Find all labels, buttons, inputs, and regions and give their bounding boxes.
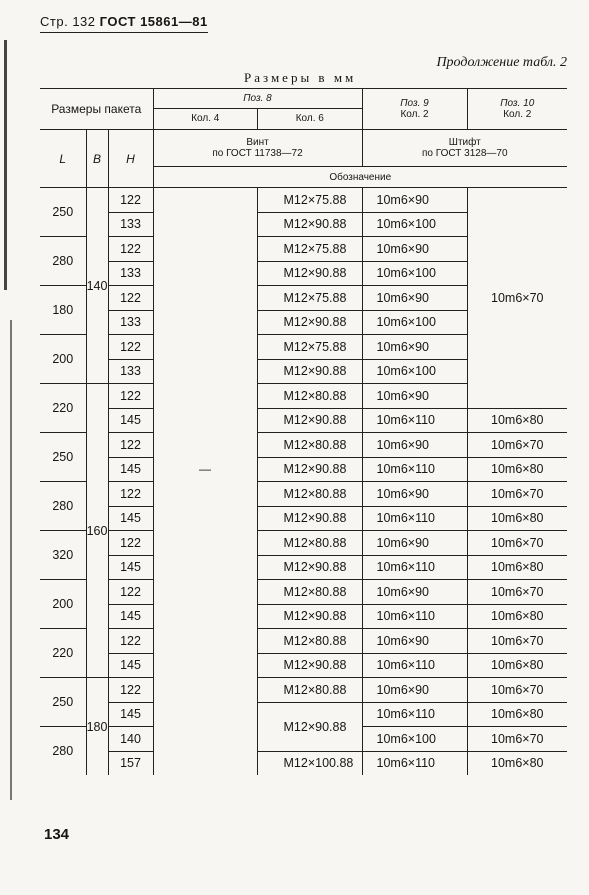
cell-pos9: 10m6×90: [362, 580, 467, 605]
cell-pos9: 10m6×110: [362, 653, 467, 678]
cell-vint: М12×90.88: [257, 359, 362, 384]
header-rule: [40, 32, 208, 33]
cell-pos10: 10m6×80: [467, 506, 567, 531]
table-body: [40, 188, 567, 776]
cell-vint: М12×80.88: [257, 433, 362, 458]
cell-L: 220: [40, 629, 86, 678]
cell-pos9: 10m6×90: [362, 531, 467, 556]
cell-vint: М12×80.88: [257, 580, 362, 605]
cell-vint: М12×75.88: [257, 237, 362, 262]
cell-vint: М12×75.88: [257, 286, 362, 311]
cell-pos10-merged: 10m6×70: [491, 290, 544, 305]
table-row: [40, 751, 567, 775]
cell-vint: М12×90.88: [257, 653, 362, 678]
cell-pos9: 10m6×90: [362, 286, 467, 311]
vint-label: Винт: [246, 137, 269, 148]
cell-pos10: 10m6×70: [467, 629, 567, 654]
cell-kol4: [153, 359, 257, 384]
cell-pos9: 10m6×110: [362, 506, 467, 531]
pos9-header: [362, 89, 467, 130]
col-L-header: L: [40, 130, 86, 188]
cell-vint: М12×90.88: [257, 310, 362, 335]
cell-H: 145: [108, 506, 153, 531]
table-row: [40, 604, 567, 629]
cell-kol4: [153, 261, 257, 286]
cell-H: 122: [108, 433, 153, 458]
cell-pos9: 10m6×110: [362, 751, 467, 775]
header-standard: ГОСТ 15861—81: [99, 14, 208, 29]
cell-pos9: 10m6×90: [362, 335, 467, 360]
table-row: [40, 531, 567, 556]
cell-L: 250: [40, 678, 86, 727]
cell-pos9: 10m6×90: [362, 629, 467, 654]
cell-H: 140: [108, 727, 153, 752]
table-row: [40, 702, 567, 727]
cell-pos9: 10m6×90: [362, 482, 467, 507]
cell-pos9: 10m6×100: [362, 261, 467, 286]
table-row: [40, 678, 567, 703]
kol4-label: Кол. 4: [154, 109, 259, 129]
cell-pos10: 10m6×80: [467, 751, 567, 775]
cell-H: 145: [108, 653, 153, 678]
cell-vint: М12×90.88: [257, 506, 362, 531]
cell-kol4: [153, 286, 257, 311]
vint-standard: по ГОСТ 11738—72: [212, 148, 303, 159]
cell-L: 280: [40, 237, 86, 286]
dimensions-table: [40, 88, 567, 775]
kol6-label: Кол. 6: [295, 113, 324, 124]
cell-pos10: 10m6×70: [467, 580, 567, 605]
cell-H: 145: [108, 604, 153, 629]
cell-pos10: 10m6×70: [467, 727, 567, 752]
cell-B: 180: [86, 678, 108, 776]
pos9-label: Поз. 9: [400, 98, 429, 109]
cell-vint: М12×75.88: [257, 335, 362, 360]
cell-kol4: [153, 384, 257, 409]
table-row: [40, 188, 567, 213]
units-caption: Размеры в мм: [244, 70, 357, 85]
cell-kol4: [153, 310, 257, 335]
cell-pos9: 10m6×110: [362, 555, 467, 580]
pos10-label: Поз. 10: [500, 98, 535, 109]
cell-pos9: 10m6×110: [362, 604, 467, 629]
table-row: [40, 408, 567, 433]
cell-kol4: [153, 580, 257, 605]
cell-kol4: [153, 653, 257, 678]
cell-pos9: 10m6×100: [362, 310, 467, 335]
page-header: [40, 14, 208, 29]
cell-L: 250: [40, 188, 86, 237]
cell-kol4: [153, 702, 257, 727]
cell-pos10: 10m6×80: [467, 555, 567, 580]
cell-vint: М12×80.88: [257, 531, 362, 556]
cell-pos10: 10m6×80: [467, 702, 567, 727]
cell-pos9: 10m6×110: [362, 408, 467, 433]
cell-vint: М12×80.88: [257, 384, 362, 409]
cell-kol4: [153, 237, 257, 262]
cell-vint: М12×90.88: [257, 702, 362, 751]
cell-H: 122: [108, 188, 153, 213]
cell-H: 145: [108, 408, 153, 433]
cell-vint: М12×80.88: [257, 629, 362, 654]
cell-pos9: 10m6×90: [362, 384, 467, 409]
cell-pos10: 10m6×70: [467, 482, 567, 507]
table-row: [40, 506, 567, 531]
cell-H: 133: [108, 261, 153, 286]
header-prefix: Стр.: [40, 14, 69, 29]
cell-kol4: [153, 604, 257, 629]
cell-H: 122: [108, 629, 153, 654]
designation-header: Обозначение: [153, 167, 567, 188]
cell-L: 200: [40, 335, 86, 384]
cell-L: 250: [40, 433, 86, 482]
continuation-title: Продолжение табл. 2: [436, 55, 567, 70]
cell-pos10: 10m6×70: [467, 531, 567, 556]
shtift-standard: по ГОСТ 3128—70: [421, 148, 508, 159]
cell-L: 180: [40, 286, 86, 335]
cell-pos10: 10m6×80: [467, 408, 567, 433]
kol2b-label: Кол. 2: [503, 109, 532, 120]
cell-pos10: 10m6×80: [467, 604, 567, 629]
cell-L: 280: [40, 482, 86, 531]
cell-kol4: [153, 335, 257, 360]
cell-H: 133: [108, 359, 153, 384]
cell-vint: М12×90.88: [257, 212, 362, 237]
cell-pos10: 10m6×80: [467, 457, 567, 482]
cell-kol4: [153, 555, 257, 580]
cell-vint: М12×90.88: [257, 261, 362, 286]
cell-L: 280: [40, 727, 86, 776]
cell-H: 122: [108, 482, 153, 507]
cell-vint: М12×100.88: [257, 751, 362, 775]
cell-kol4: [153, 506, 257, 531]
dash-mark: —: [199, 462, 211, 477]
cell-pos9: 10m6×100: [362, 727, 467, 752]
pos10-header: [467, 89, 567, 130]
cell-B: 160: [86, 384, 108, 678]
cell-H: 122: [108, 580, 153, 605]
cell-pos9: 10m6×110: [362, 702, 467, 727]
cell-pos9: 10m6×90: [362, 678, 467, 703]
cell-H: 122: [108, 237, 153, 262]
cell-pos10: 10m6×80: [467, 653, 567, 678]
package-size-header: Размеры пакета: [40, 89, 153, 130]
cell-vint: М12×90.88: [257, 457, 362, 482]
col-H-header: H: [108, 130, 153, 188]
cell-vint: М12×90.88: [257, 408, 362, 433]
cell-kol4: [153, 629, 257, 654]
cell-vint: М12×75.88: [257, 188, 362, 213]
header-page: 132: [72, 14, 96, 29]
cell-kol4: [153, 408, 257, 433]
cell-kol4: [153, 482, 257, 507]
scan-edge-mark: [10, 320, 12, 800]
vint-header: [153, 130, 362, 167]
cell-L: 200: [40, 580, 86, 629]
pos8-label: Поз. 8: [154, 89, 362, 109]
cell-H: 122: [108, 678, 153, 703]
cell-H: 122: [108, 286, 153, 311]
table-row: [40, 629, 567, 654]
cell-pos9: 10m6×90: [362, 433, 467, 458]
cell-kol4: [153, 531, 257, 556]
table-row: [40, 653, 567, 678]
cell-H: 122: [108, 335, 153, 360]
cell-kol4: [153, 433, 257, 458]
cell-vint: М12×90.88: [257, 555, 362, 580]
cell-L: 220: [40, 384, 86, 433]
cell-kol4: [153, 457, 257, 482]
cell-kol4: [153, 212, 257, 237]
cell-pos9: 10m6×90: [362, 237, 467, 262]
table-row: [40, 433, 567, 458]
cell-vint: М12×80.88: [257, 678, 362, 703]
cell-pos10: 10m6×70: [467, 433, 567, 458]
cell-H: 122: [108, 531, 153, 556]
cell-H: 133: [108, 310, 153, 335]
col-B-header: B: [86, 130, 108, 188]
cell-pos9: 10m6×100: [362, 212, 467, 237]
shtift-header: [362, 130, 567, 167]
cell-H: 133: [108, 212, 153, 237]
cell-pos9: 10m6×90: [362, 188, 467, 213]
table-row: [40, 482, 567, 507]
table-row: [40, 555, 567, 580]
cell-pos9: 10m6×100: [362, 359, 467, 384]
scan-edge-mark: [4, 40, 7, 290]
cell-kol4: [153, 188, 257, 213]
table-row: [40, 580, 567, 605]
table-row: [40, 457, 567, 482]
cell-H: 122: [108, 384, 153, 409]
cell-kol4: [153, 678, 257, 703]
cell-B: 140: [86, 188, 108, 384]
cell-kol4: [153, 727, 257, 752]
shtift-label: Штифт: [448, 137, 481, 148]
cell-H: 145: [108, 555, 153, 580]
cell-kol4: [153, 751, 257, 775]
page-number: 134: [44, 826, 70, 843]
cell-H: 145: [108, 457, 153, 482]
cell-L: 320: [40, 531, 86, 580]
cell-vint: М12×80.88: [257, 482, 362, 507]
kol2a-label: Кол. 2: [400, 109, 429, 120]
pos8-header: [153, 89, 362, 130]
cell-H: 145: [108, 702, 153, 727]
cell-pos10: 10m6×70: [467, 678, 567, 703]
cell-H: 157: [108, 751, 153, 775]
cell-pos9: 10m6×110: [362, 457, 467, 482]
cell-vint: М12×90.88: [257, 604, 362, 629]
